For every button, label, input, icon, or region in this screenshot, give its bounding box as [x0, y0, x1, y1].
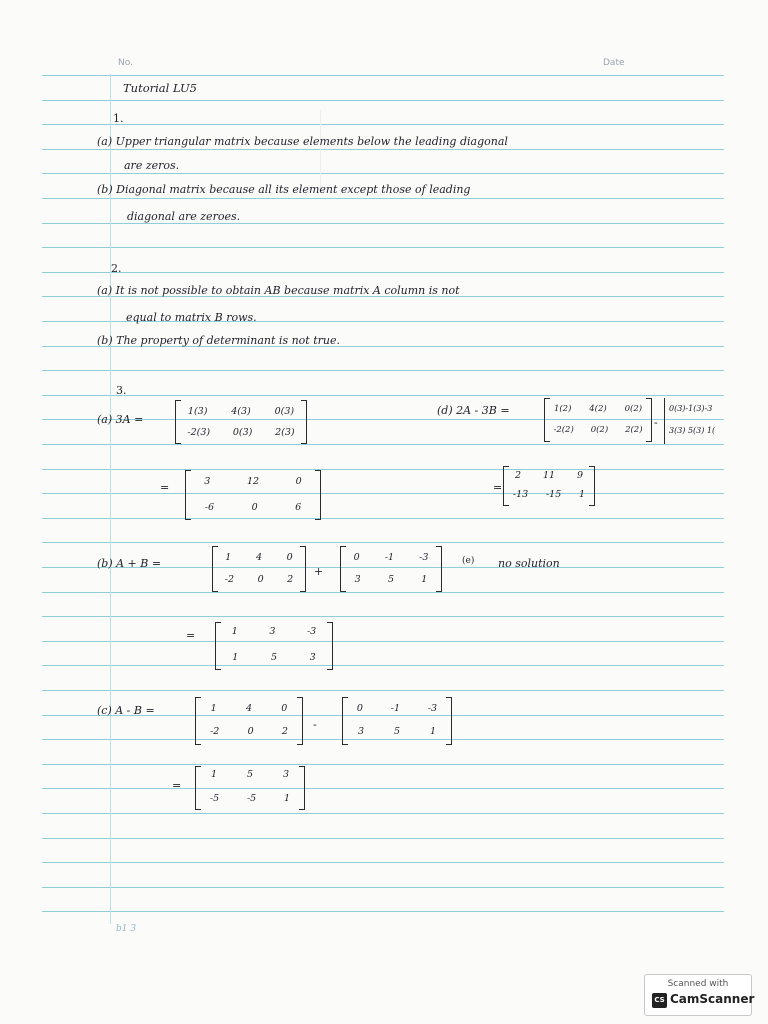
ruled-line	[42, 690, 724, 691]
matrix-cell: 4	[245, 703, 253, 714]
matrix-cell: -5	[246, 793, 257, 804]
ruled-line	[42, 223, 724, 224]
bleed-through-shadow	[320, 110, 481, 190]
matrix-cell: -1	[384, 552, 395, 563]
ruled-line	[42, 542, 724, 543]
matrix-row	[216, 626, 332, 637]
matrix-cell: -15	[545, 489, 562, 500]
matrix-row	[186, 502, 320, 513]
matrix-cell: 0(2)	[624, 404, 643, 414]
q3-d-result-matrix	[503, 466, 595, 506]
q3-a-equals: =	[160, 481, 170, 494]
q3-e-text: no solution	[498, 557, 560, 570]
matrix-row	[196, 793, 304, 804]
matrix-row	[216, 652, 332, 663]
matrix-row	[545, 425, 651, 435]
q3-a-matrix	[175, 400, 307, 444]
ruled-line	[42, 665, 724, 666]
ruled-line	[42, 395, 724, 396]
ruled-line	[42, 862, 724, 863]
matrix-cell: 1	[429, 726, 437, 737]
matrix-cell: 0(3)	[232, 427, 253, 438]
matrix-cell: 11	[542, 470, 556, 481]
matrix-cell: 1	[579, 489, 586, 500]
matrix-cell: -5	[209, 793, 220, 804]
camscanner-stamp	[644, 974, 755, 1016]
q1-number: 1.	[113, 112, 124, 125]
matrix-row	[196, 769, 304, 780]
matrix-cell: 0	[356, 703, 363, 714]
matrix-cell: -2	[224, 574, 235, 585]
ruled-line	[42, 764, 724, 765]
matrix-cell: 0	[353, 552, 360, 563]
stamp-caption: Scanned with	[667, 979, 729, 989]
matrix-cell: 1	[232, 652, 239, 663]
q1-b-line2: diagonal are zeroes.	[127, 210, 241, 223]
matrix-row	[343, 726, 451, 737]
matrix-cell: 4(3)	[231, 406, 251, 417]
q3-c-equals: =	[172, 779, 182, 792]
matrix-row	[213, 552, 305, 563]
q3-b-equals: =	[186, 629, 196, 642]
ruled-line	[42, 788, 724, 789]
matrix-row	[196, 726, 302, 737]
q3-d-matrix-1	[544, 398, 652, 442]
q3-d-equals: =	[493, 481, 503, 494]
matrix-cell: -6	[204, 502, 215, 513]
matrix-cell: -2(2)	[553, 425, 574, 435]
matrix-cell: 2(2)	[625, 425, 643, 435]
ruled-line	[42, 469, 724, 470]
matrix-cell: -2(3)	[187, 427, 211, 438]
ruled-line	[42, 616, 724, 617]
q2-a-line1: (a) It is not possible to obtain AB because matrix A column is not	[97, 284, 460, 297]
q3-b-matrix-1	[212, 546, 306, 592]
q3-b-matrix-2	[340, 546, 442, 592]
ruled-line	[42, 592, 724, 593]
q3-d-matrix-2	[664, 398, 725, 444]
q3-a-result-matrix	[185, 470, 321, 520]
matrix-cell: 6	[295, 502, 302, 513]
matrix-row	[176, 427, 306, 438]
q3-a-label: (a) 3A =	[97, 413, 144, 426]
matrix-cell: 0	[247, 726, 254, 737]
q3-c-matrix-1	[195, 697, 303, 745]
matrix-row	[504, 489, 594, 500]
matrix-row	[176, 406, 306, 417]
matrix-cell: 1(2)	[553, 404, 572, 414]
matrix-cell: 3(3) 5(3) 1(	[669, 426, 716, 435]
ruled-line	[42, 493, 724, 494]
ruled-line	[42, 887, 724, 888]
matrix-cell: 0(2)	[590, 425, 609, 435]
matrix-row	[669, 426, 725, 435]
q3-e-label: (e)	[462, 556, 475, 566]
q3-c-result-matrix	[195, 766, 305, 810]
matrix-cell: 3	[204, 476, 211, 487]
matrix-cell: 1	[421, 574, 428, 585]
matrix-cell: -3	[419, 552, 429, 563]
ruled-line	[42, 911, 724, 912]
ruled-line	[42, 198, 724, 199]
q3-c-label: (c) A - B =	[97, 704, 155, 717]
matrix-cell: -1	[390, 703, 400, 714]
matrix-cell: 0(3)	[274, 406, 295, 417]
matrix-cell: 0	[251, 502, 258, 513]
matrix-cell: 2	[514, 470, 522, 481]
matrix-cell: 1	[210, 703, 217, 714]
q3-d-label: (d) 2A - 3B =	[437, 404, 510, 417]
q2-a-line2: equal to matrix B rows.	[126, 311, 257, 324]
header-no-label: No.	[118, 58, 133, 68]
matrix-cell: 0	[281, 703, 288, 714]
matrix-row	[545, 404, 651, 414]
matrix-cell: 0	[295, 476, 302, 487]
ruled-line	[42, 370, 724, 371]
margin-line	[110, 74, 111, 924]
q1-b-line1: (b) Diagonal matrix because all its element except those of leading	[97, 183, 471, 196]
q3-b-label: (b) A + B =	[97, 557, 162, 570]
q2-number: 2.	[111, 262, 122, 275]
matrix-cell: 5	[393, 726, 401, 737]
ruled-line	[42, 444, 724, 445]
matrix-cell: 3	[357, 726, 365, 737]
matrix-row	[343, 703, 451, 714]
matrix-row	[341, 574, 441, 585]
q1-a-line2: are zeros.	[124, 159, 180, 172]
matrix-row	[669, 404, 725, 413]
matrix-cell: 2	[281, 726, 288, 737]
q3-c-matrix-2	[342, 697, 452, 745]
header-date-label: Date	[603, 58, 625, 68]
matrix-cell: 4(2)	[589, 404, 607, 414]
q2-b-line1: (b) The property of determinant is not true.	[97, 334, 340, 347]
q3-c-minus: -	[313, 718, 317, 731]
ruled-line	[42, 272, 724, 273]
matrix-cell: 3	[269, 626, 276, 637]
camscanner-logo-icon: CS	[652, 993, 667, 1008]
footer-mark: b1 3	[116, 924, 137, 934]
matrix-cell: 2(3)	[275, 427, 295, 438]
matrix-row	[341, 552, 441, 563]
q1-a-line1: (a) Upper triangular matrix because elements below the leading diagonal	[97, 135, 508, 148]
matrix-cell: 1(3)	[187, 406, 208, 417]
page-title: Tutorial LU5	[123, 81, 198, 95]
matrix-cell: 9	[576, 470, 584, 481]
matrix-cell: -3	[427, 703, 438, 714]
matrix-cell: 12	[246, 476, 260, 487]
matrix-cell: -2	[210, 726, 220, 737]
ruled-line	[42, 518, 724, 519]
matrix-cell: 4	[255, 552, 262, 563]
matrix-cell: 5	[270, 652, 277, 663]
matrix-cell: -13	[512, 489, 529, 500]
matrix-row	[196, 703, 302, 714]
q3-number: 3.	[116, 384, 127, 397]
stamp-brand-name: CamScanner	[670, 992, 755, 1006]
matrix-cell: 2	[287, 574, 294, 585]
matrix-cell: 0	[286, 552, 293, 563]
ruled-line	[42, 838, 724, 839]
matrix-cell: -3	[306, 626, 317, 637]
q3-b-plus: +	[314, 565, 324, 578]
matrix-row	[213, 574, 305, 585]
matrix-cell: 3	[282, 769, 290, 780]
matrix-cell: 1	[231, 626, 238, 637]
matrix-row	[186, 476, 320, 487]
matrix-cell: 0	[257, 574, 264, 585]
matrix-cell: 1	[210, 769, 218, 780]
matrix-cell: 3	[354, 574, 361, 585]
matrix-cell: 5	[246, 769, 254, 780]
matrix-row	[504, 470, 594, 481]
matrix-cell: 5	[387, 574, 395, 585]
ruled-line	[42, 100, 724, 101]
matrix-cell: 0(3)-1(3)-3	[669, 404, 713, 413]
matrix-cell: 3	[309, 652, 316, 663]
ruled-line	[42, 813, 724, 814]
ruled-line	[42, 641, 724, 642]
matrix-cell: 1	[284, 793, 291, 804]
q3-d-minus: -	[654, 416, 658, 429]
ruled-line	[42, 247, 724, 248]
q3-b-result-matrix	[215, 622, 333, 670]
ruled-line	[42, 75, 724, 76]
matrix-cell: 1	[225, 552, 232, 563]
